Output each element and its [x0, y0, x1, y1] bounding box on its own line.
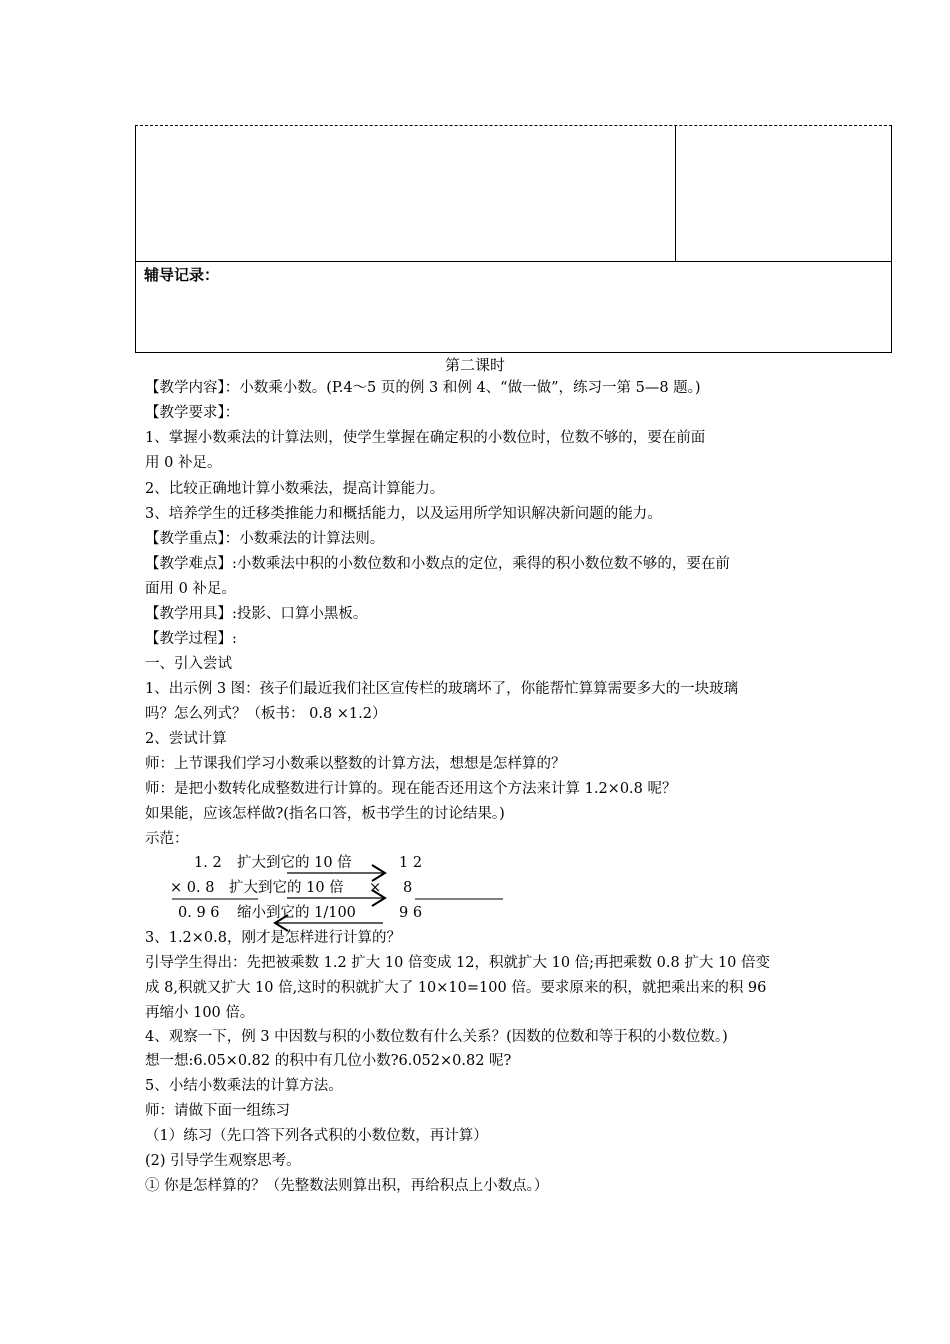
text-line: （1）练习（先口答下列各式积的小数位数，再计算） — [145, 1128, 488, 1144]
text-line: 【教学用具】:投影、口算小黑板。 — [145, 606, 368, 622]
demo-row1-right: 1 2 — [399, 855, 423, 871]
text-line: 2、尝试计算 — [145, 731, 227, 747]
demo-row1-mid: 扩大到它的 10 倍 — [237, 855, 352, 871]
text-line: 用 0 补足。 — [145, 455, 222, 471]
text-line: 【教学重点】：小数乘法的计算法则。 — [145, 531, 385, 547]
demo-row3-right: 9 6 — [399, 905, 423, 921]
text-line: 1、出示例 3 图：孩子们最近我们社区宣传栏的玻璃坏了，你能帮忙算算需要多大的一块玻璃 — [145, 681, 739, 697]
text-line: 面用 0 补足。 — [145, 581, 236, 597]
text-line: 【教学过程】: — [145, 631, 237, 647]
text-line: 【教学难点】:小数乘法中积的小数位数和小数点的定位，乘得的积小数位数不够的，要在前 — [145, 556, 730, 572]
demo-row2-left: × 0. 8 — [170, 880, 215, 896]
text-line: 一、引入尝试 — [145, 656, 232, 672]
text-line: 1、掌握小数乘法的计算法则，使学生掌握在确定积的小数位时，位数不够的，要在前面 — [145, 430, 706, 446]
text-line: 2、比较正确地计算小数乘法，提高计算能力。 — [145, 481, 445, 497]
demo-row2-right: 8 — [403, 880, 413, 896]
demo-row2-mid: 扩大到它的 10 倍 — [229, 880, 344, 896]
text-line: 成 8,积就又扩大 10 倍,这时的积就扩大了 10×10=100 倍。要求原来的积，就把乘出来的积 96 — [145, 980, 767, 996]
text-line: 想一想:6.05×0.82 的积中有几位小数?6.052×0.82 呢? — [145, 1053, 512, 1069]
text-line: 5、小结小数乘法的计算方法。 — [145, 1078, 343, 1094]
tutoring-record-label: 辅导记录： — [144, 266, 220, 284]
demo-row2-times: × — [369, 880, 382, 896]
lesson-title: 第二课时 — [444, 356, 505, 374]
text-line: 吗？怎么列式？（板书： 0.8 ×1.2） — [145, 706, 387, 722]
text-line: 3、1.2×0.8，刚才是怎样进行计算的？ — [145, 930, 401, 946]
demo-row1-left: 1. 2 — [194, 855, 222, 871]
text-line: 引导学生得出：先把被乘数 1.2 扩大 10 倍变成 12，积就扩大 10 倍;再把乘数 0.8 扩大 10 倍变 — [145, 955, 771, 971]
text-line: 4、观察一下，例 3 中因数与积的小数位数有什么关系？(因数的位数和等于积的小数位数。) — [145, 1029, 728, 1045]
demo-row3-mid: 缩小到它的 1/100 — [237, 905, 356, 921]
text-line: 师：上节课我们学习小数乘以整数的计算方法，想想是怎样算的？ — [145, 756, 566, 772]
text-line: 【教学要求】： — [145, 405, 240, 421]
text-line: 师：是把小数转化成整数进行计算的。现在能否还用这个方法来计算 1.2×0.8 呢？ — [145, 781, 677, 797]
text-line: 3、培养学生的迁移类推能力和概括能力，以及运用所学知识解决新问题的能力。 — [145, 506, 662, 522]
text-line: (2) 引导学生观察思考。 — [145, 1153, 301, 1169]
text-line: 【教学内容】：小数乘小数。(P.4～5 页的例 3 和例 4、“做一做”，练习一第 5—8 题。) — [145, 380, 701, 396]
text-line: ① 你是怎样算的？（先整数法则算出积，再给积点上小数点。） — [145, 1178, 549, 1194]
text-line: 再缩小 100 倍。 — [145, 1005, 255, 1021]
text-line: 如果能，应该怎样做?(指名口答，板书学生的讨论结果。) — [145, 806, 505, 822]
text-line: 师：请做下面一组练习 — [145, 1103, 290, 1119]
text-line: 示范： — [145, 831, 189, 847]
demo-row3-left: 0. 9 6 — [178, 905, 220, 921]
